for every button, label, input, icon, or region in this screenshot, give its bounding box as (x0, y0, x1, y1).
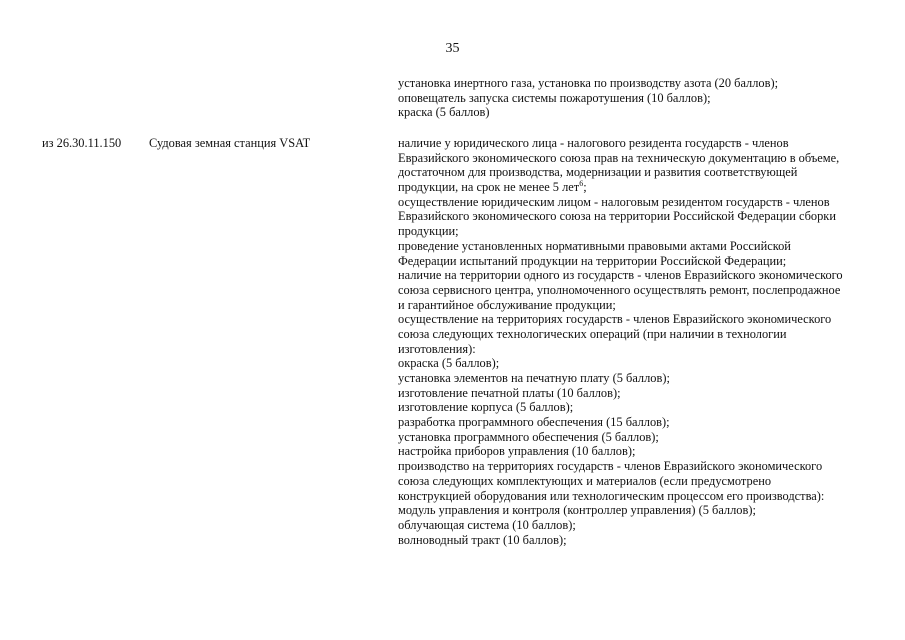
requirement-line (398, 356, 878, 371)
requirement-text: изготовления): (398, 341, 476, 356)
requirement-line (398, 503, 878, 518)
requirement-text: осуществление на территориях государств - членов Евразийского экономического (398, 312, 832, 327)
requirement-text: Федерации испытаний продукции на территории Российской Федерации; (398, 253, 787, 268)
requirement-text: проведение установленных нормативными правовыми актами Российской (398, 238, 791, 253)
requirement-line (398, 312, 878, 327)
requirement-line (398, 533, 878, 548)
requirement-line (398, 209, 878, 224)
requirement-line (398, 386, 878, 401)
requirement-text: волноводный тракт (10 баллов); (398, 532, 567, 547)
requirement-line (398, 327, 878, 342)
requirement-text: союза следующих технологических операций (при наличии в технологии (398, 326, 787, 341)
requirement-text: достаточном для производства, модернизации и развития соответствующей (398, 165, 798, 180)
requirement-text: Евразийского экономического союза на территории Российской Федерации сборки (398, 209, 836, 224)
requirement-text: Евразийского экономического союза прав на техническую документацию в объеме, (398, 150, 840, 165)
page-number: 35 (445, 41, 460, 56)
requirement-text: продукции; (398, 224, 459, 239)
requirement-text: изготовление корпуса (5 баллов); (398, 400, 574, 415)
requirement-line (398, 165, 878, 180)
requirement-line (398, 400, 878, 415)
requirement-punctuation: ; (583, 180, 587, 195)
requirement-line (398, 459, 878, 474)
requirements-list (398, 136, 878, 547)
requirement-line (398, 518, 878, 533)
requirement-line (398, 371, 878, 386)
requirement-text: и гарантийное обслуживание продукции; (398, 297, 616, 312)
requirement-line (398, 136, 878, 151)
requirement-text: продукции, на срок не менее 5 лет (398, 180, 580, 195)
requirement-text: союза сервисного центра, уполномоченного осуществлять ремонт, послепродажное (398, 282, 841, 297)
requirement-line (398, 268, 878, 283)
requirement-text: союза следующих комплектующих и материалов (если предусмотрено (398, 473, 772, 488)
requirement-line (398, 283, 878, 298)
product-name: Судовая земная станция VSAT (149, 136, 311, 150)
requirement-line (398, 254, 878, 269)
requirement-line (398, 489, 878, 504)
product-code: из 26.30.11.150 (42, 136, 122, 150)
requirement-line (398, 151, 878, 166)
requirement-text: модуль управления и контроля (контроллер управления) (5 баллов); (398, 503, 756, 518)
requirement-line (398, 444, 878, 459)
requirement-text: конструкцией оборудования или технологическим процессом его производства): (398, 488, 825, 503)
footnote-marker: 6 (579, 178, 584, 188)
requirement-text: установка элементов на печатную плату (5 баллов); (398, 371, 670, 385)
requirement-line (398, 298, 878, 313)
requirement-text: наличие у юридического лица - налогового резидента государств - членов (398, 136, 789, 150)
requirement-line (398, 239, 878, 254)
requirement-text: наличие на территории одного из государств - членов Евразийского экономического (398, 268, 843, 283)
requirement-line (398, 224, 878, 239)
requirement-text: облучающая система (10 баллов); (398, 517, 576, 532)
requirement-line: краска (5 баллов) (398, 105, 490, 120)
requirement-line: оповещатель запуска системы пожаротушения (10 баллов); (398, 90, 711, 105)
requirement-text: изготовление печатной платы (10 баллов); (398, 385, 621, 400)
requirement-text: настройка приборов управления (10 баллов); (398, 444, 636, 459)
requirement-line (398, 430, 878, 445)
requirement-text: окраска (5 баллов); (398, 356, 500, 371)
requirement-line (398, 180, 878, 195)
continued-requirements (398, 76, 878, 120)
requirement-line (398, 195, 878, 210)
requirement-line (398, 415, 878, 430)
requirement-text: установка программного обеспечения (5 баллов); (398, 429, 659, 444)
requirement-line (398, 474, 878, 489)
requirement-text: осуществление юридическим лицом - налоговым резидентом государств - членов (398, 194, 830, 209)
requirement-line: установка инертного газа, установка по производству азота (20 баллов); (398, 76, 779, 90)
requirement-text: производство на территориях государств - членов Евразийского экономического (398, 459, 823, 474)
requirement-line (398, 342, 878, 357)
requirement-text: разработка программного обеспечения (15 баллов); (398, 415, 670, 430)
